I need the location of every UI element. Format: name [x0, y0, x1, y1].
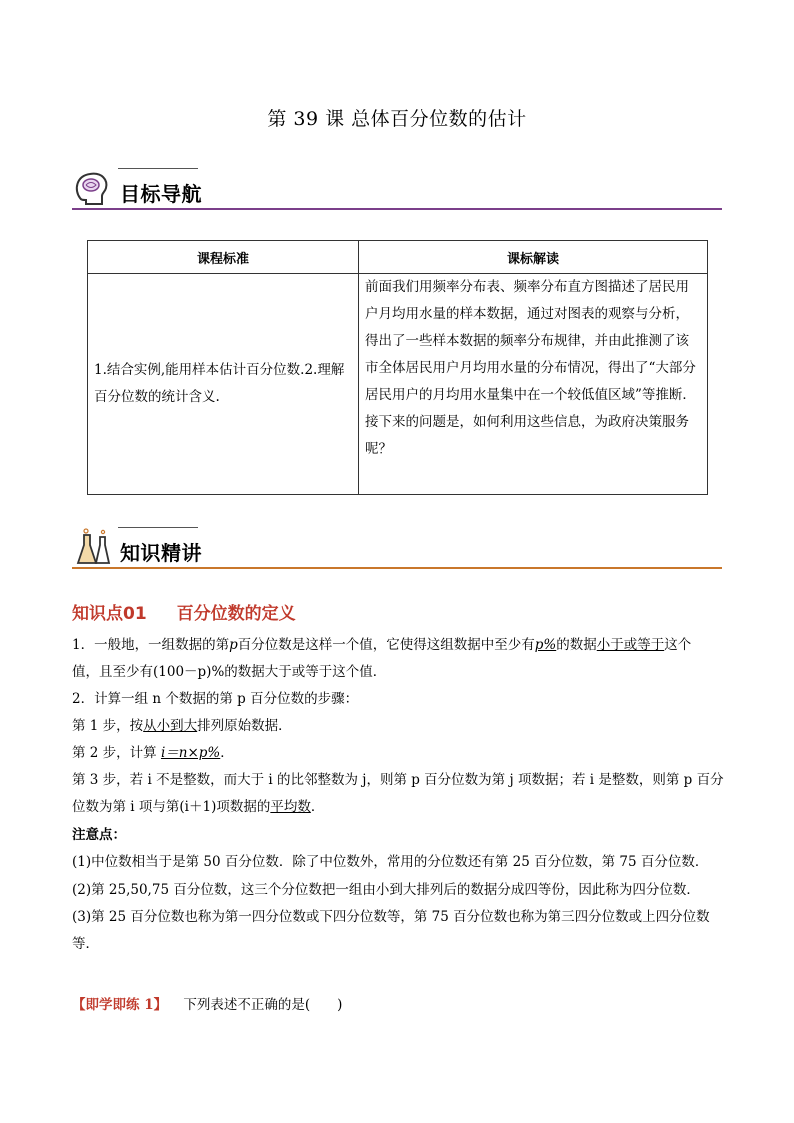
section-header-goals [72, 168, 722, 212]
step-1 [72, 716, 727, 737]
header-top-rule [118, 168, 198, 169]
paragraph-1-line-2: 值，且至少有(100－p)%的数据大于或等于这个值． [72, 664, 387, 680]
section-rule [72, 208, 722, 210]
step-2 [72, 743, 727, 764]
text: 百分位数是这样一个值，它使得这组数据中至少有 [237, 637, 535, 653]
table-cell-interpretation: 前面我们用频率分布表、频率分布直方图描述了居民用户月均用水量的样本数据，通过对图表的观察与分析，得出了一些样本数据的频率分布规律，并由此推测了该市全体居民用户月均用水量的分布情况，得出了“大部分居民用户的月均用水量集中在一个较低值区域”等推断．接下来的问题是，如何利用这些信息，为政府决策服务呢？ [359, 274, 708, 495]
brain-icon [72, 168, 112, 208]
underlined-text: 小于或等于 [596, 637, 665, 653]
text: 位数为第 i 项与第(i＋1)项数据的 [72, 799, 271, 815]
knowledge-point-heading [72, 599, 296, 624]
text: 这个 [664, 637, 692, 653]
table-header-standard: 课程标准 [88, 241, 359, 274]
page-title: 第 39 课 总体百分位数的估计 [267, 108, 527, 130]
note-2: (2)第 25,50,75 百分位数，这三个分位数把一组由小到大排列后的数据分成四等份，因此称为四分位数． [72, 882, 700, 898]
text: 第 2 步，计算 [72, 745, 161, 761]
underlined-text: 平均数 [270, 799, 311, 815]
paragraph-1-line-1 [72, 635, 727, 656]
text: 排列原始数据． [197, 718, 292, 734]
section-label: 知识精讲 [120, 541, 202, 565]
percent-p: p% [534, 637, 557, 653]
paragraph-2: 2．计算一组 n 个数据的第 p 百分位数的步骤： [72, 691, 359, 707]
knowledge-point-number: 知识点01 [72, 604, 147, 624]
text: 第 1 步，按 [72, 718, 144, 734]
exercise-tag: 【即学即练 1】 [72, 997, 168, 1013]
section-header-knowledge [72, 527, 722, 571]
section-rule [72, 567, 722, 569]
flask-icon [72, 527, 112, 567]
formula: i＝n×p% [160, 745, 221, 761]
step-3-line-2 [72, 797, 727, 818]
text: ． [220, 745, 234, 761]
curriculum-table [87, 240, 708, 495]
underlined-text: 从小到大 [143, 718, 198, 734]
note-1: (1)中位数相当于是第 50 百分位数．除了中位数外，常用的分位数还有第 25 百分位数，第 75 百分位数． [72, 854, 709, 870]
step-3-line-1: 第 3 步，若 i 不是整数，而大于 i 的比邻整数为 j，则第 p 百分位数为第 j 项数据；若 i 是整数，则第 p 百分 [72, 772, 724, 788]
note-3-line-2: 等． [72, 936, 99, 952]
text: ． [310, 799, 325, 815]
notes-label: 注意点： [72, 827, 126, 843]
text: 的数据 [556, 637, 597, 653]
table-cell-standard: 1.结合实例,能用样本估计百分位数.2.理解百分位数的统计含义. [88, 274, 359, 495]
knowledge-point-name: 百分位数的定义 [176, 604, 296, 624]
text: 1．一般地，一组数据的第 [72, 637, 230, 653]
exercise-1 [72, 995, 727, 1016]
section-label: 目标导航 [120, 182, 202, 206]
variable-p: p [229, 637, 238, 653]
exercise-question: 下列表述不正确的是( ) [183, 997, 343, 1013]
table-header-interpretation: 课标解读 [359, 241, 708, 274]
note-3-line-1: (3)第 25 百分位数也称为第一四分位数或下四分位数等，第 75 百分位数也称为第三四分位数或上四分位数 [72, 909, 710, 925]
header-top-rule [118, 527, 198, 528]
